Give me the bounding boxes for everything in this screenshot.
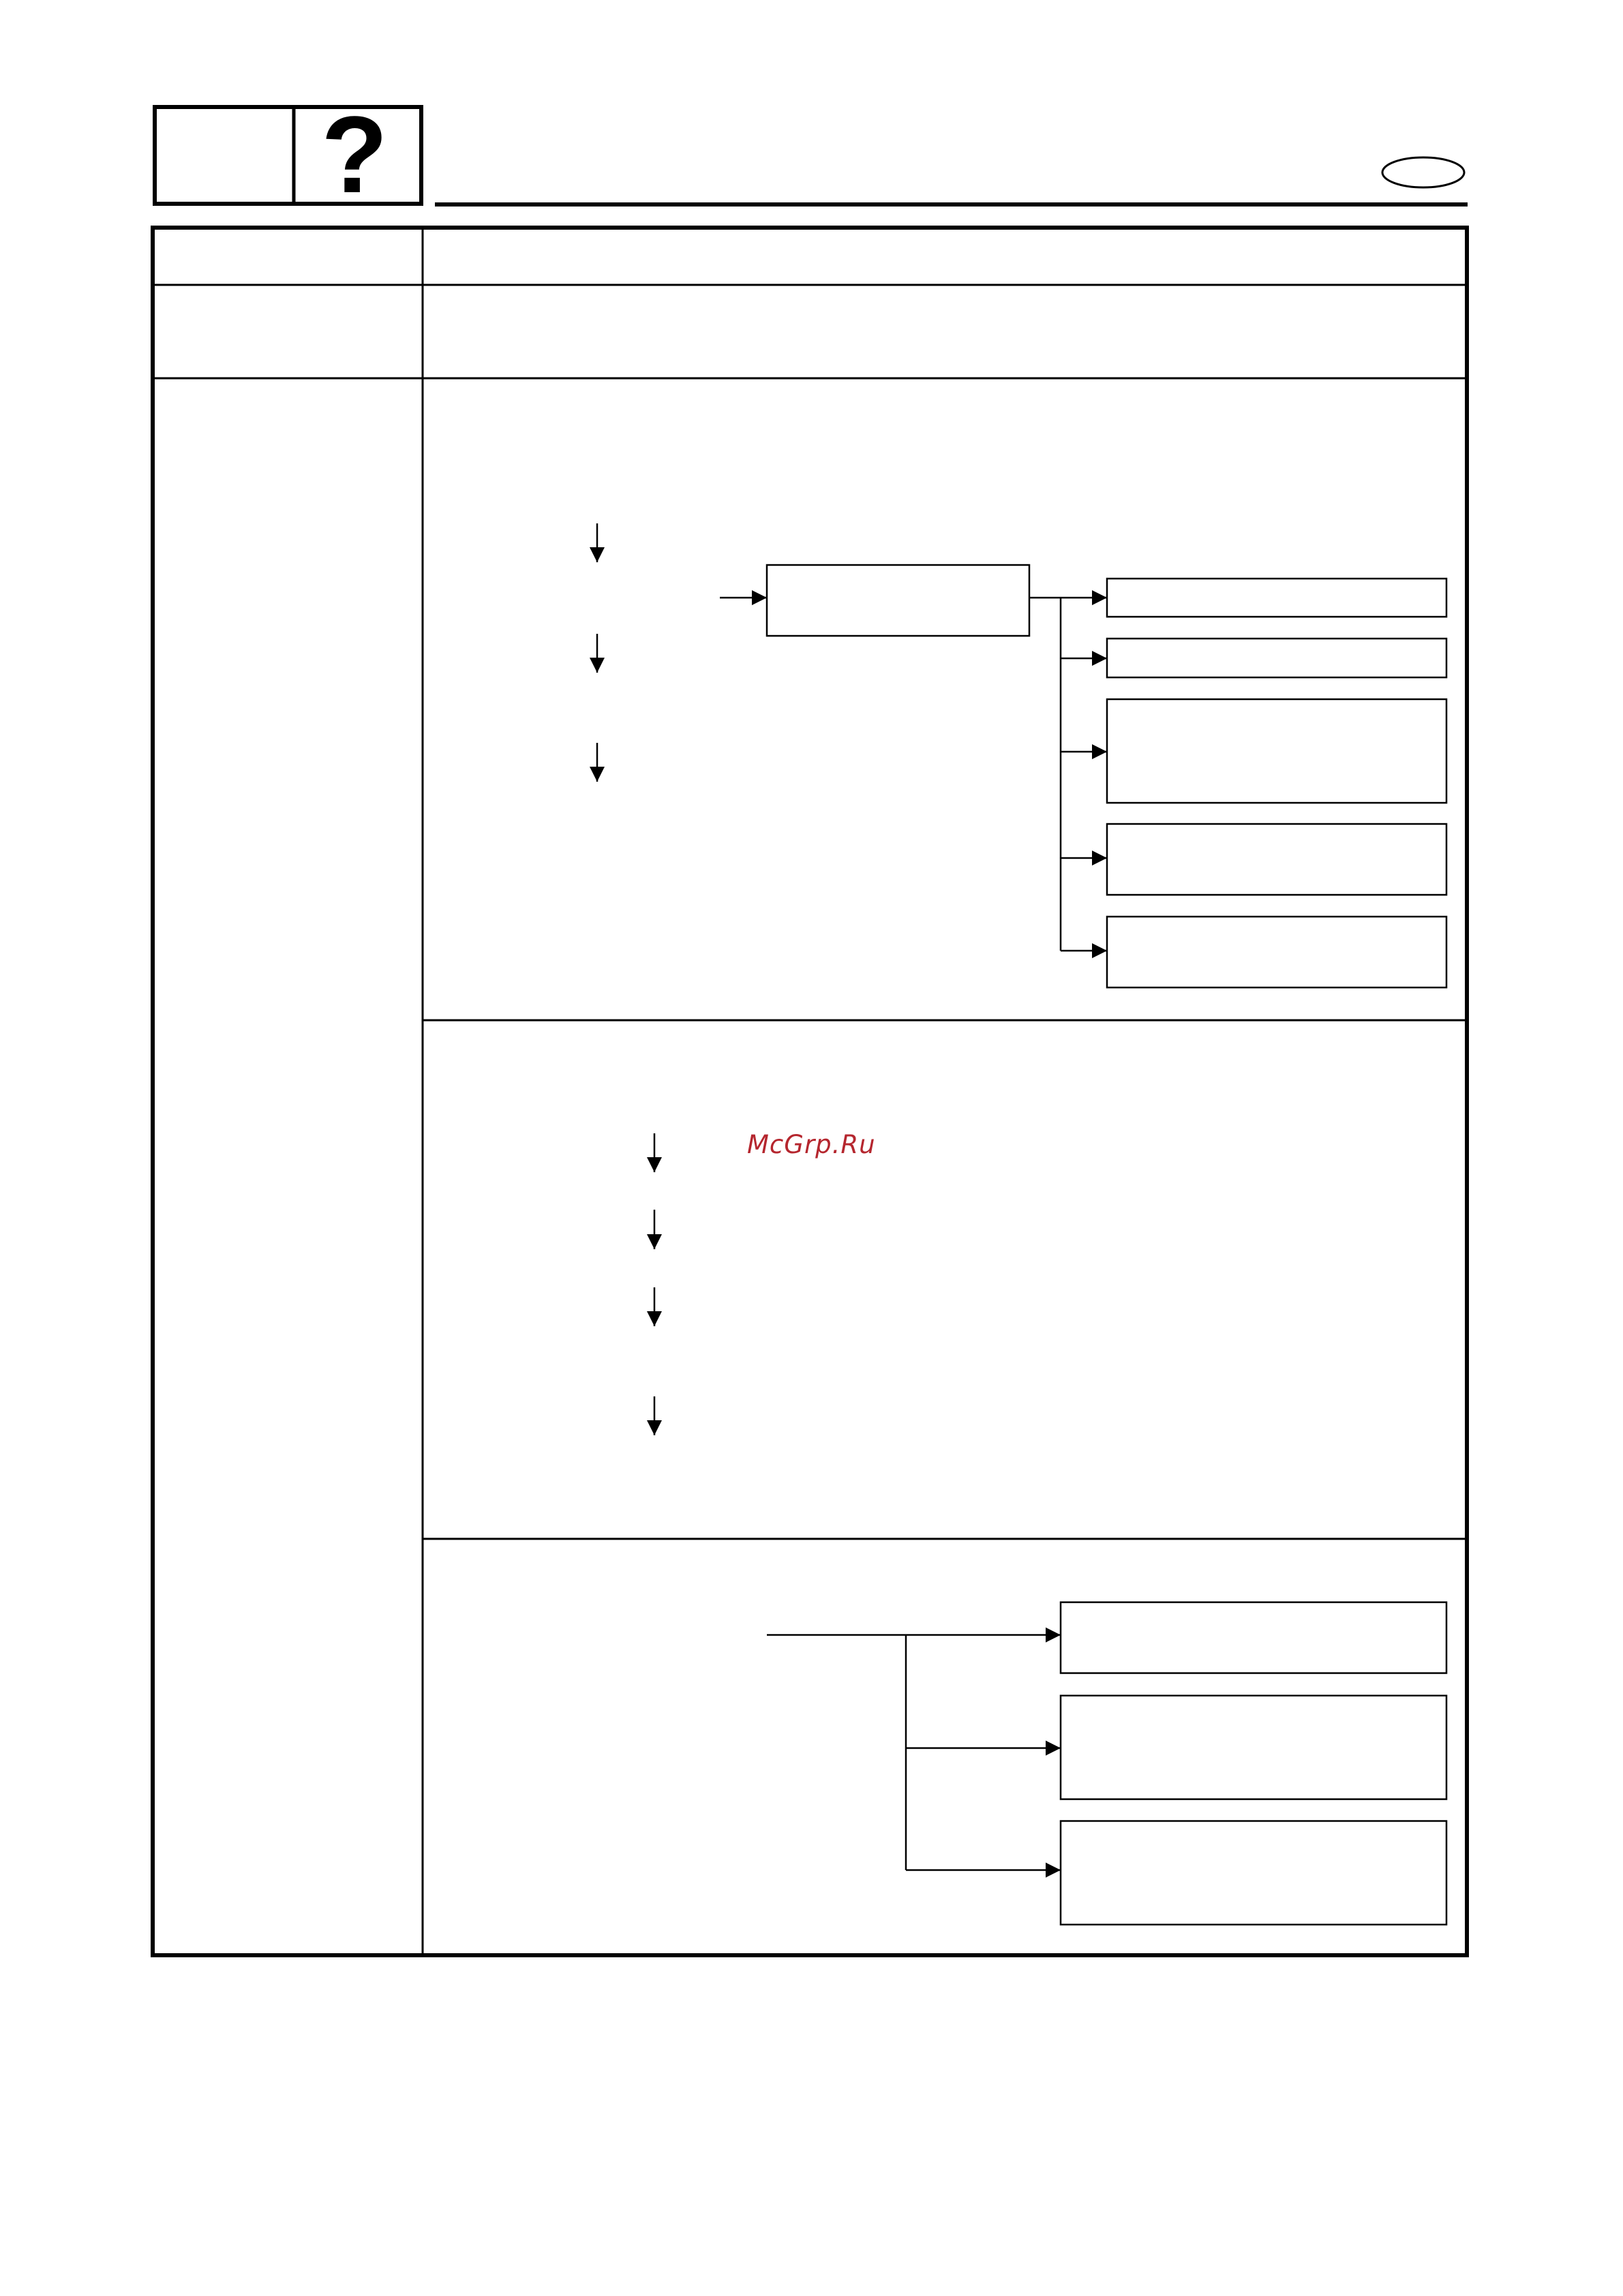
check-box xyxy=(767,565,1029,636)
oval-badge-icon xyxy=(1382,157,1464,187)
header xyxy=(155,93,1468,215)
question-mark-icon: ? xyxy=(321,93,388,215)
lower-result-box-2 xyxy=(1061,1696,1446,1799)
result-box-1 xyxy=(1107,579,1446,617)
lower-result-box-1 xyxy=(1061,1602,1446,1673)
result-box-3 xyxy=(1107,699,1446,803)
lower-result-box-3 xyxy=(1061,1821,1446,1925)
result-box-2 xyxy=(1107,639,1446,677)
watermark-text: McGrp.Ru xyxy=(747,1130,876,1159)
result-box-4 xyxy=(1107,824,1446,895)
result-box-5 xyxy=(1107,917,1446,988)
flowchart-section-1 xyxy=(597,523,1446,988)
flowchart-section-3 xyxy=(767,1602,1446,1925)
